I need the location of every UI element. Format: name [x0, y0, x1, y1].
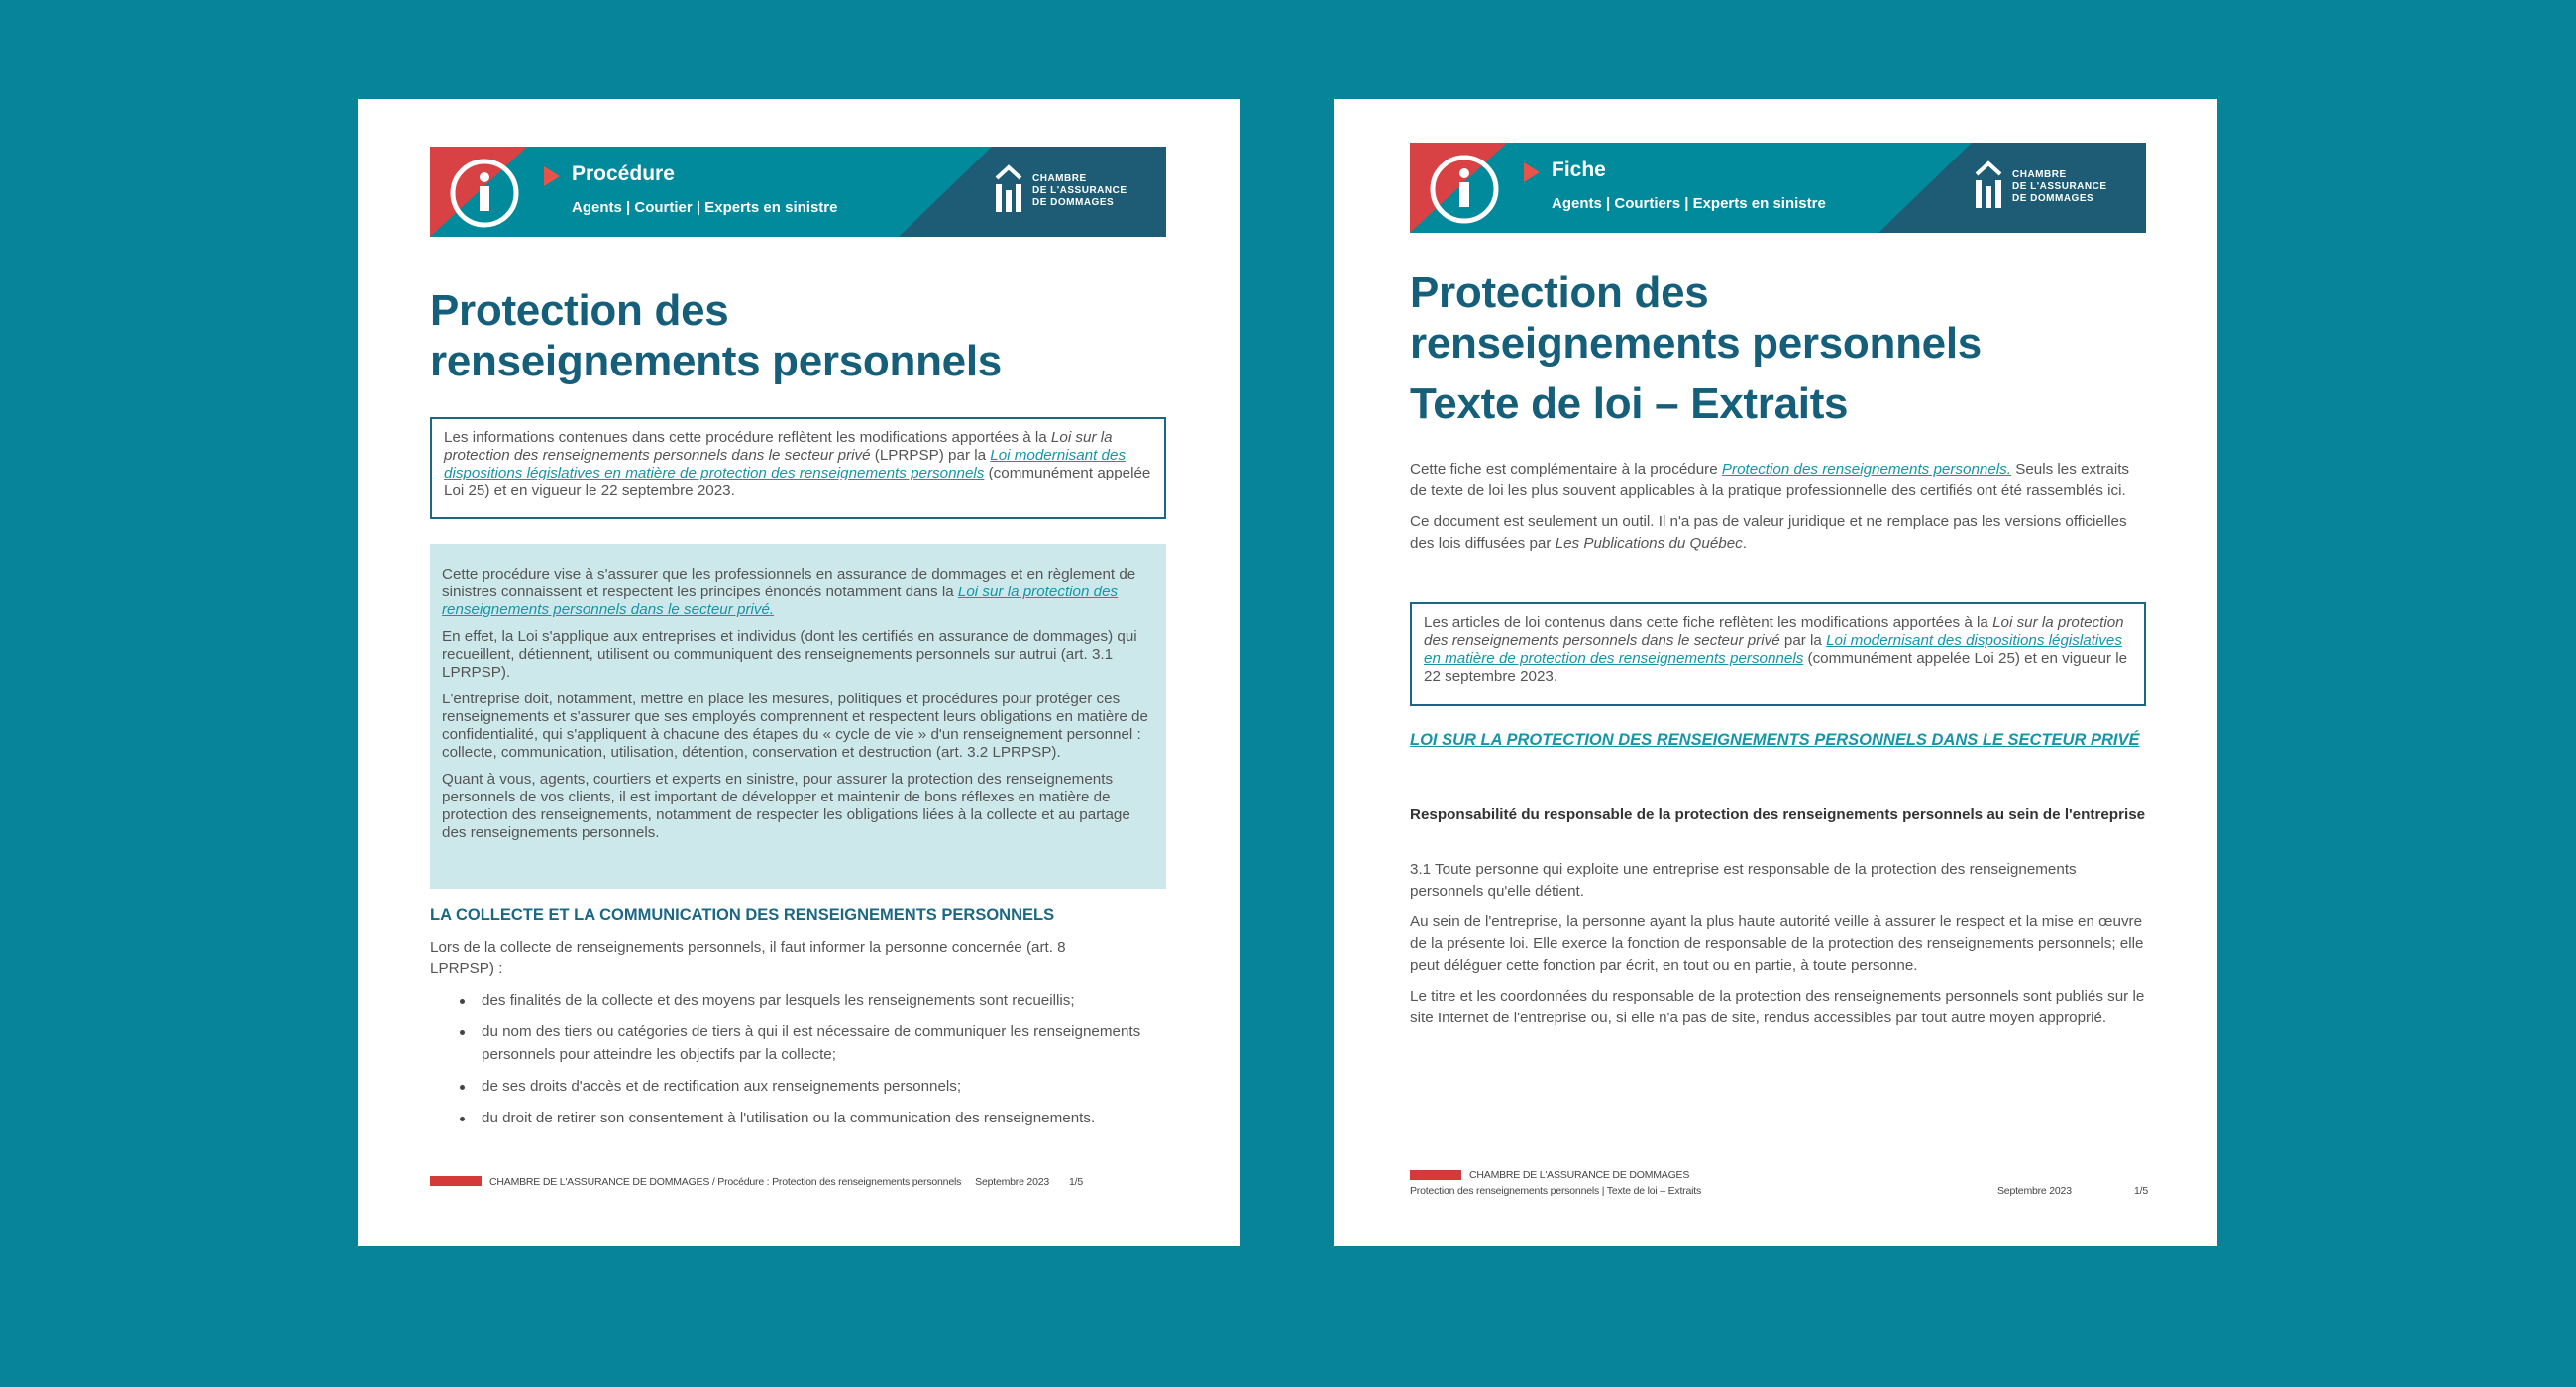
- intro-paragraph: En effet, la Loi s'applique aux entreprises et individus (dont les certifiés en assurance de dommages) qui recueillent, détiennent, utilisent ou communiquent des renseignements personnels sur autrui (art. 3.1 LPRPSP).: [442, 628, 1137, 681]
- footer-date: Septembre 2023: [975, 1176, 1049, 1188]
- law-link[interactable]: Loi modernisant des dispositions législatives en matière de protection des renseignements personnels: [444, 447, 1127, 481]
- notice-box: [430, 417, 1166, 519]
- list-item: du nom des tiers ou catégories de tiers à qui il est nécessaire de communiquer les renseignements personnels pour atteindre les objectifs par la collecte;: [430, 1020, 1163, 1066]
- page-title: Protection des renseignements personnels: [1410, 268, 1982, 368]
- law-paragraph: 3.1 Toute personne qui exploite une entreprise est responsable de la protection des renseignements personnels qu'elle détient.: [1410, 861, 2077, 900]
- building-logo-icon: [993, 164, 1026, 214]
- notice-text: Les informations contenues dans cette procédure reflètent les modifications apportées à la: [444, 429, 1051, 446]
- notice-text: par la: [1779, 632, 1827, 649]
- law-link[interactable]: Loi modernisant des dispositions législatives en matière de protection des renseignements personnels: [1424, 632, 2122, 667]
- play-triangle-icon: [544, 166, 560, 186]
- procedure-link[interactable]: Protection des renseignements personnels.: [1721, 461, 2011, 478]
- footer-text: Protection des renseignements personnels | Texte de loi – Extraits: [1410, 1185, 1702, 1197]
- logo-line: DE DOMMAGES: [1032, 197, 1115, 208]
- page-subtitle: Texte de loi – Extraits: [1410, 379, 1849, 428]
- chambre-logo: [993, 164, 1151, 220]
- notice-text: (communément appelée Loi 25) et en vigueur le 22 septembre 2023.: [444, 465, 1151, 499]
- law-paragraph: Au sein de l'entreprise, la personne ayant la plus haute autorité veille à assurer le respect et la mise en œuvre de la présente loi. Elle exerce la fonction de responsable de la protection des renseignements personnels; elle peut déléguer cette fonction par écrit, en tout ou en partie, à toute personne.: [1410, 913, 2144, 974]
- law-heading-link[interactable]: LOI SUR LA PROTECTION DES RENSEIGNEMENTS PERSONNELS DANS LE SECTEUR PRIVÉ: [1410, 731, 2140, 749]
- logo-line: CHAMBRE: [2012, 169, 2067, 180]
- notice-text: (communément appelée Loi 25) et en vigueur le 22 septembre 2023.: [1424, 650, 2128, 685]
- article-subheading: Responsabilité du responsable de la protection des renseignements personnels au sein de l'entreprise: [1410, 806, 2146, 823]
- intro-panel: [430, 544, 1166, 889]
- section-intro: Lors de la collecte de renseignements personnels, il faut informer la personne concernée (art. 8 LPRPSP) :: [430, 939, 1066, 977]
- section-heading: LA COLLECTE ET LA COMMUNICATION DES RENSEIGNEMENTS PERSONNELS: [430, 907, 1055, 924]
- bullet-list: [430, 989, 1163, 1138]
- footer-red-bar: [1410, 1170, 1461, 1180]
- intro-text: [1410, 459, 2148, 564]
- logo-line: DE L'ASSURANCE: [2012, 181, 2107, 192]
- intro-paragraph: Cette procédure vise à s'assurer que les professionnels en assurance de dommages et en règlement de sinistres connaissent et respectent les principes énoncés notamment dans la Loi sur la protection des renseignements personnels dans le secteur privé.: [442, 566, 1136, 618]
- audience: Agents | Courtier | Experts en sinistre: [572, 199, 838, 216]
- law-paragraph: Le titre et les coordonnées du responsable de la protection des renseignements personnels sont publiés sur le site Internet de l'entreprise ou, si elle n'a pas de site, rendus accessibles par tout autre moyen approprié.: [1410, 988, 2145, 1026]
- law-articles: [1410, 859, 2151, 1038]
- footer-date: Septembre 2023: [1997, 1185, 2072, 1197]
- law-link[interactable]: Loi sur la protection des renseignements personnels dans le secteur privé.: [442, 584, 1119, 618]
- list-item: du droit de retirer son consentement à l'utilisation ou la communication des renseignements.: [430, 1107, 1163, 1129]
- law-title: Loi sur la protection des renseignements personnels dans le secteur privé: [1424, 614, 2124, 649]
- audience: Agents | Courtiers | Experts en sinistre: [1552, 195, 1826, 212]
- building-logo-icon: [1973, 160, 2006, 210]
- law-title: Loi sur la protection des renseignements personnels dans le secteur privé: [444, 429, 1113, 464]
- logo-line: DE DOMMAGES: [2012, 193, 2094, 204]
- list-item: des finalités de la collecte et des moyens par lesquels les renseignements sont recueillis;: [430, 989, 1163, 1012]
- document-type: Fiche: [1552, 159, 1606, 181]
- intro-paragraph: Quant à vous, agents, courtiers et experts en sinistre, pour assurer la protection des renseignements personnels de vos clients, il est important de développer et maintenir de bons réflexes en matière de protection des renseignements, notamment de respecter les obligations liées à la collecte et au partage des renseignements personnels.: [442, 771, 1130, 841]
- notice-text: (LPRPSP) par la: [870, 447, 991, 464]
- document-type: Procédure: [572, 162, 675, 185]
- document-page-fiche: [1334, 99, 2217, 1246]
- intro-paragraph: Cette fiche est complémentaire à la procédure Protection des renseignements personnels. Seuls les extraits de texte de loi les plus souvent applicables à la pratique professionnelle des certifiés ont été rassemblés ici.: [1410, 461, 2130, 499]
- page-number: 1/5: [2134, 1185, 2148, 1197]
- page-header-banner: [1410, 143, 2146, 233]
- logo-line: CHAMBRE: [1032, 173, 1087, 184]
- intro-paragraph: L'entreprise doit, notamment, mettre en place les mesures, politiques et procédures pour protéger ces renseignements et s'assurer que ses employés comprennent et respectent leurs obligations en matière de confidentialité, qui s'appliquent à chacune des étapes du « cycle de vie » d'un renseignement personnel : collecte, communication, utilisation, détention, conservation et destruction (art. 3.2 LPRPSP).: [442, 691, 1148, 761]
- notice-text: Les articles de loi contenus dans cette fiche reflètent les modifications apportées à la: [1424, 614, 1993, 631]
- footer-red-bar: [430, 1176, 482, 1186]
- page-footer: [430, 1176, 1173, 1188]
- document-page-procedure: [358, 99, 1240, 1246]
- page-number: 1/5: [1069, 1176, 1083, 1188]
- footer-org: CHAMBRE DE L'ASSURANCE DE DOMMAGES: [1410, 1169, 1689, 1181]
- list-item: de ses droits d'accès et de rectification aux renseignements personnels;: [430, 1075, 1163, 1098]
- logo-line: DE L'ASSURANCE: [1032, 185, 1127, 196]
- page-title: Protection des renseignements personnels: [430, 286, 1002, 385]
- notice-box: [1410, 602, 2146, 706]
- page-header-banner: [430, 147, 1166, 237]
- play-triangle-icon: [1524, 162, 1540, 182]
- footer-text: CHAMBRE DE L'ASSURANCE DE DOMMAGES / Procédure : Protection des renseignements personnels: [489, 1176, 962, 1188]
- intro-paragraph: Ce document est seulement un outil. Il n'a pas de valeur juridique et ne remplace pas les versions officielles des lois diffusées par Les Publications du Québec.: [1410, 513, 2127, 552]
- chambre-logo: [1973, 160, 2131, 216]
